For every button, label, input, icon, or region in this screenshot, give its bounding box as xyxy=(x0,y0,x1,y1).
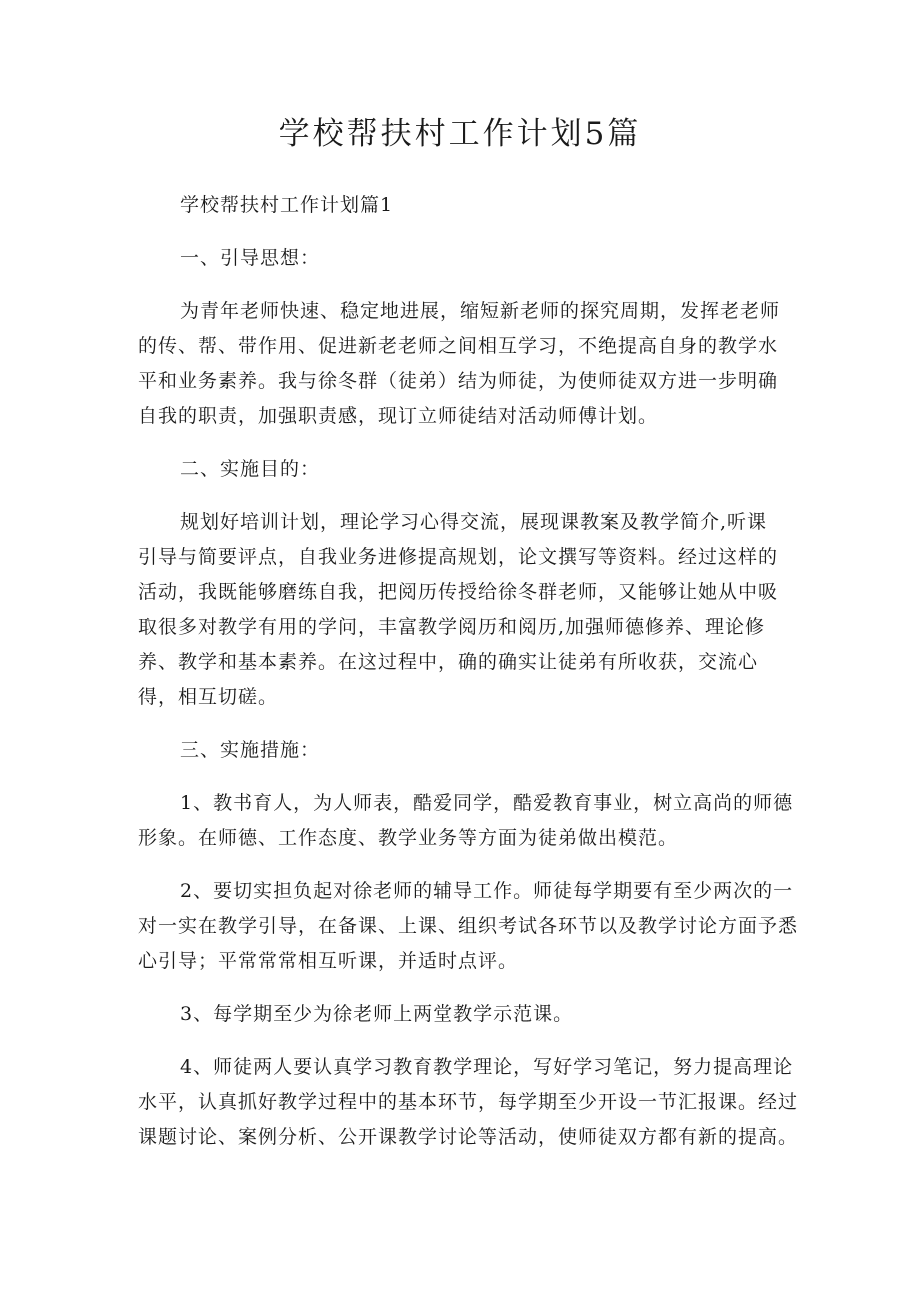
list-item-line: 1、教书育人，为人师表，酷爱同学，酷爱教育事业，树立高尚的师德 xyxy=(180,792,794,814)
paragraph-line: 规划好培训计划，理论学习心得交流，展现课教案及教学简介,听课 xyxy=(180,511,768,533)
list-item-line: 心引导；平常常常相互听课，并适时点评。 xyxy=(138,950,519,972)
paragraph-line: 得，相互切磋。 xyxy=(138,686,279,708)
paragraph-line: 自我的职责，加强职责感，现订立师徒结对活动师傅计划。 xyxy=(138,405,659,427)
section-subtitle: 学校帮扶村工作计划篇1 xyxy=(180,194,394,216)
paragraph-line: 养、教学和基本素养。在这过程中，确的确实让徒弟有所收获，交流心 xyxy=(138,651,759,673)
heading-purpose: 二、实施目的： xyxy=(180,458,321,480)
list-item-line: 对一实在教学引导，在备课、上课、组织考试各环节以及教学讨论方面予悉 xyxy=(138,915,799,937)
paragraph-line: 活动，我既能够磨练自我，把阅历传授给徐冬群老师，又能够让她从中吸 xyxy=(138,581,779,603)
heading-guiding-thought: 一、引导思想： xyxy=(180,247,321,269)
heading-measures: 三、实施措施： xyxy=(180,739,321,761)
paragraph-line: 的传、帮、带作用、促进新老老师之间相互学习，不绝提高自身的教学水 xyxy=(138,335,779,357)
document-title: 学校帮扶村工作计划5篇 xyxy=(278,116,642,152)
list-item-line: 水平，认真抓好教学过程中的基本环节，每学期至少开设一节汇报课。经过 xyxy=(138,1091,799,1113)
list-item-line: 2、要切实担负起对徐老师的辅导工作。师徒每学期要有至少两次的一 xyxy=(180,880,794,902)
paragraph-line: 平和业务素养。我与徐冬群（徒弟）结为师徒，为使师徒双方进一步明确 xyxy=(138,370,779,392)
list-item-line: 4、师徒两人要认真学习教育教学理论，写好学习笔记，努力提高理论 xyxy=(180,1056,794,1078)
list-item-line: 3、每学期至少为徐老师上两堂教学示范课。 xyxy=(180,1003,574,1025)
paragraph-line: 取很多对教学有用的学问，丰富教学阅历和阅历,加强师德修养、理论修 xyxy=(138,616,766,638)
list-item-line: 课题讨论、案例分析、公开课教学讨论等活动，使师徒双方都有新的提高。 xyxy=(138,1126,799,1148)
paragraph-line: 引导与简要评点，自我业务进修提高规划，论文撰写等资料。经过这样的 xyxy=(138,546,779,568)
list-item-line: 形象。在师德、工作态度、教学业务等方面为徒弟做出模范。 xyxy=(138,827,679,849)
paragraph-line: 为青年老师快速、稳定地进展，缩短新老师的探究周期，发挥老老师 xyxy=(180,300,781,322)
